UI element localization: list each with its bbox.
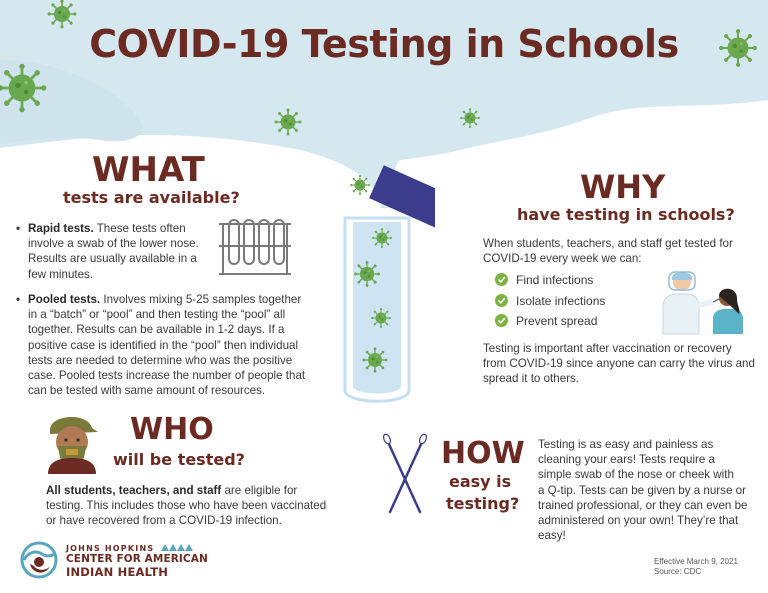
virus-icon <box>372 228 392 248</box>
logo-line-1 <box>66 543 193 553</box>
rapid-line: involve a swab of the lower nose. <box>28 237 199 251</box>
what-heading: WHAT <box>92 150 205 190</box>
how-line: simple swab of the nose or cheek with <box>538 468 734 482</box>
how-line: easy! <box>538 529 566 543</box>
check-icon <box>495 294 508 307</box>
how-line: cleaning your ears! Tests require a <box>538 453 716 467</box>
rapid-line: few minutes. <box>28 267 94 281</box>
who-subheading: will be tested? <box>113 450 245 469</box>
rapid-line: Results are usually available in a <box>28 252 197 266</box>
test-tube-illustration <box>325 160 435 410</box>
how-line: administered on your own! They’re that <box>538 514 739 528</box>
pooled-tests-lead: Pooled tests. <box>28 293 101 306</box>
nurse-testing-icon <box>655 262 745 337</box>
virus-icon <box>354 261 380 287</box>
rapid-tests-lead: Rapid tests. <box>28 222 94 235</box>
who-lead: All students, teachers, and staff <box>46 484 222 497</box>
why-intro-line: COVID-19 every week we can: <box>483 252 642 266</box>
who-text <box>46 483 346 529</box>
rapid-line: These tests often <box>93 222 186 235</box>
virus-icon <box>460 108 480 128</box>
how-heading: HOW <box>441 436 525 471</box>
how-sub-1: easy is <box>449 472 512 491</box>
pooled-line: case. Pooled tests increase the number of people that <box>28 369 306 383</box>
logo-icon <box>18 540 64 582</box>
how-text <box>538 437 763 543</box>
why-outro <box>483 341 763 387</box>
student-icon <box>42 408 104 474</box>
how-sub-2: testing? <box>446 494 520 513</box>
pooled-line: in a “batch” or “pool” and then testing the “pool” all <box>28 308 286 322</box>
logo-line-2: CENTER FOR AMERICAN <box>66 553 208 565</box>
why-subheading: have testing in schools? <box>517 205 735 224</box>
how-line: trained professional, or they can even be <box>538 498 748 512</box>
checklist-label: Isolate infections <box>516 293 606 308</box>
pooled-line: positive case is identified in the “pool” then individual <box>28 338 299 352</box>
what-subheading: tests are available? <box>63 188 240 207</box>
check-icon <box>495 314 508 327</box>
pooled-line: together. Results can be available in 1-2 days. If a <box>28 323 285 337</box>
check-icon <box>495 273 508 286</box>
how-line: a Q-tip. Tests can be given by a nurse or <box>538 483 746 497</box>
virus-icon <box>362 347 387 372</box>
swab-crossed-icon <box>380 432 430 518</box>
why-intro-line: When students, teachers, and staff get tested for <box>483 237 733 250</box>
who-line: or have recovered from a COVID-19 infection. <box>46 514 282 528</box>
who-line: testing. This includes those who have been vaccinated <box>46 499 327 513</box>
rapid-tests-bullet: • Rapid tests. These tests often involve a swab of the lower nose. Results are usually available in a few minutes. <box>16 222 199 281</box>
why-outro-line: spread it to others. <box>483 372 580 386</box>
logo-triangles-icon <box>161 543 193 551</box>
pooled-line: tests are needed to determine who was the positive <box>28 353 293 367</box>
test-tube-rack-icon <box>215 218 295 280</box>
virus-icon <box>275 109 302 136</box>
logo-line-1-text: JOHNS HOPKINS <box>66 544 155 553</box>
who-heading: WHO <box>130 412 214 447</box>
why-heading: WHY <box>580 168 666 206</box>
checklist-label: Prevent spread <box>516 314 598 328</box>
why-outro-line: from COVID-19 since anyone can carry the virus and <box>483 357 755 371</box>
why-outro-line: Testing is important after vaccination or recovery <box>483 342 732 355</box>
pooled-line: Involves mixing 5-25 samples together <box>100 293 302 306</box>
how-line: Testing is as easy and painless as <box>538 438 714 451</box>
pooled-line: can be tested with same amount of resources. <box>28 384 266 398</box>
effective-date: Effective March 9, 2021 <box>654 557 738 566</box>
virus-icon <box>0 64 46 113</box>
checklist-label: Find infections <box>516 273 594 287</box>
page-title: COVID-19 Testing in Schools <box>89 22 679 66</box>
who-line: are eligible for <box>221 484 298 497</box>
source-note: Source: CDC <box>654 567 702 576</box>
pooled-tests-bullet: • Pooled tests. Involves mixing 5-25 samples together in a “batch” or “pool” and then testing the “pool” all together. Results can be available in 1-2 days. If a positive case is identified in the “pool” then individual tests are needed to determine who was the positive case. Pooled tests increase the number of people that can be tested with same amount of resources. <box>16 293 306 398</box>
logo-line-3: INDIAN HEALTH <box>66 565 169 579</box>
virus-icon <box>371 308 391 328</box>
